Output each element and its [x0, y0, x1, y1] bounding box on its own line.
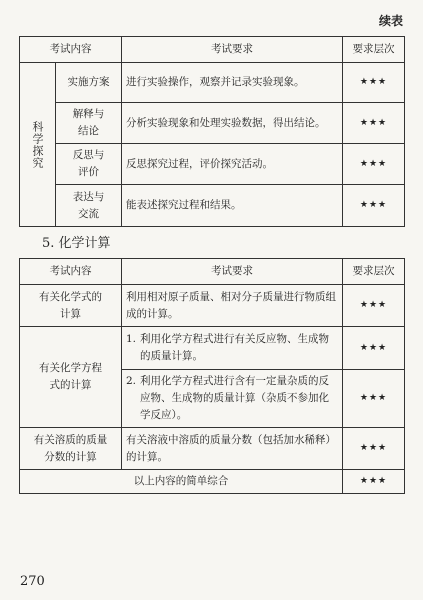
section-title: 5. 化学计算	[42, 236, 111, 251]
header-content: 考试内容	[20, 259, 122, 285]
header-content: 考试内容	[20, 37, 122, 63]
group-label-cell	[20, 63, 56, 227]
item-label: 解释与结论	[56, 103, 122, 144]
table-header-row	[20, 37, 405, 63]
level-stars: ★★★	[343, 285, 405, 327]
table-row	[20, 185, 405, 227]
item-number: 1.	[126, 333, 137, 345]
level-stars: ★★★	[343, 185, 405, 227]
level-stars: ★★★	[343, 144, 405, 185]
level-stars: ★★★	[343, 327, 405, 370]
table-row	[20, 285, 405, 327]
table-row	[20, 144, 405, 185]
requirement-text: 反思探究过程，评价探究活动。	[122, 144, 343, 185]
item-label: 表达与交流	[56, 185, 122, 227]
requirement-text: 进行实验操作，观察并记录实验现象。	[122, 63, 343, 103]
header-requirement: 考试要求	[122, 259, 343, 285]
requirement-text-body: 利用化学方程式进行有关反应物、生成物的质量计算。	[140, 333, 329, 362]
table-row	[20, 63, 405, 103]
table-header-row	[20, 259, 405, 285]
requirement-text: 能表述探究过程和结果。	[122, 185, 343, 227]
header-requirement: 考试要求	[122, 37, 343, 63]
item-label: 实施方案	[56, 63, 122, 103]
header-level: 要求层次	[343, 259, 405, 285]
level-stars: ★★★	[343, 63, 405, 103]
content-label: 有关溶质的质量分数的计算	[20, 428, 122, 470]
group-label: 科学探究	[31, 120, 44, 169]
table-row	[20, 327, 405, 370]
level-stars: ★★★	[343, 428, 405, 470]
requirement-text	[122, 370, 343, 428]
requirement-text: 有关溶液中溶质的质量分数（包括加水稀释）的计算。	[122, 428, 343, 470]
content-label: 有关化学方程式的计算	[20, 327, 122, 428]
item-number: 2.	[126, 375, 137, 387]
level-stars: ★★★	[343, 370, 405, 428]
science-inquiry-table	[19, 36, 405, 227]
requirement-text: 利用相对原子质量、相对分子质量进行物质组成的计算。	[122, 285, 343, 327]
content-label: 有关化学式的计算	[20, 285, 122, 327]
requirement-text-body: 利用化学方程式进行含有一定量杂质的反应物、生成物的质量计算（杂质不参加化学反应）。	[140, 375, 329, 421]
summary-row	[20, 470, 405, 494]
summary-text: 以上内容的简单综合	[20, 470, 343, 494]
table-row	[20, 103, 405, 144]
chemistry-calculation-table	[19, 258, 405, 494]
requirement-text	[122, 327, 343, 370]
continued-label: 续表	[378, 14, 403, 28]
page-number: 270	[20, 574, 45, 589]
level-stars: ★★★	[343, 103, 405, 144]
item-label: 反思与评价	[56, 144, 122, 185]
table-row	[20, 428, 405, 470]
header-level: 要求层次	[343, 37, 405, 63]
requirement-text: 分析实验现象和处理实验数据，得出结论。	[122, 103, 343, 144]
level-stars: ★★★	[343, 470, 405, 494]
